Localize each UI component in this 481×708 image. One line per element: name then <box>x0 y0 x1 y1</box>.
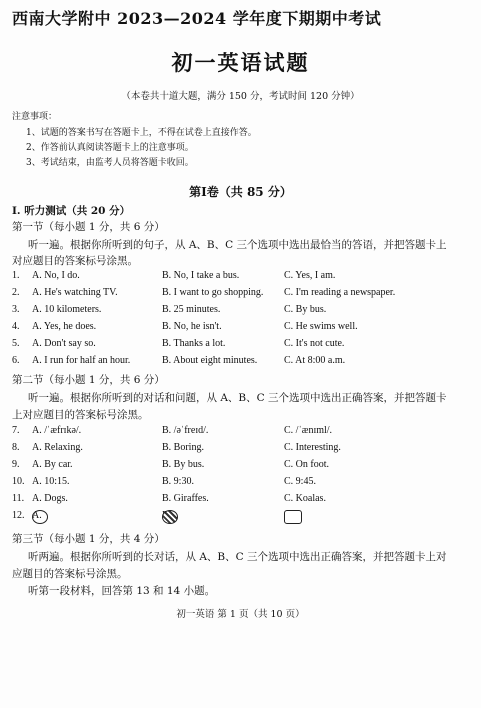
option-c: C. 9:45. <box>284 476 316 487</box>
sub2-instruction-cont: 上对应题目的答案标号涂黑。 <box>12 409 149 421</box>
picture-icon <box>32 510 48 524</box>
option-a: A. I run for half an hour. <box>32 355 131 366</box>
option-b: B. /əˈfreɪd/. <box>162 425 209 436</box>
option-a-label: A. <box>32 510 42 521</box>
option-c: C. /ˈænɪml/. <box>284 425 333 436</box>
question-row <box>12 270 472 286</box>
question-number: 2. <box>12 287 20 298</box>
option-c: C. By bus. <box>284 304 327 315</box>
notice-item: 2、作答前认真阅读答题卡上的注意事项。 <box>26 143 194 153</box>
option-b: B. By bus. <box>162 459 205 470</box>
option-a: A. Dogs. <box>32 493 68 504</box>
option-b: B. Thanks a lot. <box>162 338 226 349</box>
option-c: C. Interesting. <box>284 442 341 453</box>
option-c: C. At 8:00 a.m. <box>284 355 346 366</box>
option-b: B. I want to go shopping. <box>162 287 264 298</box>
option-c: C. I'm reading a newspaper. <box>284 287 396 298</box>
question-row <box>12 476 472 492</box>
sub2-title: 第二节（每小题 1 分，共 6 分） <box>12 374 165 386</box>
option-a: A. No, I do. <box>32 270 80 281</box>
question-row <box>12 425 472 441</box>
question-number: 8. <box>12 442 20 453</box>
option-b: B. About eight minutes. <box>162 355 258 366</box>
question-row <box>12 287 472 303</box>
sub2-instruction: 听一遍。根据你所听到的对话和问题，从 A、B、C 三个选项中选出正确答案，并把答题卡 <box>28 392 447 404</box>
notice-heading: 注意事项： <box>12 112 58 122</box>
sub1-title: 第一节（每小题 1 分，共 6 分） <box>12 221 165 233</box>
option-c: C. He swims well. <box>284 321 358 332</box>
question-row <box>12 459 472 475</box>
option-a: A. By car. <box>32 459 73 470</box>
question-number: 6. <box>12 355 20 366</box>
option-b: B. 9:30. <box>162 476 194 487</box>
option-b: B. 25 minutes. <box>162 304 221 315</box>
question-number: 11. <box>12 493 25 504</box>
question-row <box>12 442 472 458</box>
question-row <box>12 510 472 526</box>
option-c: C. Koalas. <box>284 493 326 504</box>
question-number: 7. <box>12 425 20 436</box>
question-number: 9. <box>12 459 20 470</box>
option-c: C. On foot. <box>284 459 329 470</box>
sub1-instruction-cont: 对应题目的答案标号涂黑。 <box>12 255 138 267</box>
option-a: A. /ˈæfrɪkə/. <box>32 425 82 436</box>
option-a: A. Yes, he does. <box>32 321 97 332</box>
picture-icon <box>162 510 178 524</box>
question-number: 5. <box>12 338 20 349</box>
notice-item: 1、试题的答案书写在答题卡上，不得在试卷上直接作答。 <box>26 128 257 138</box>
question-number: 1. <box>12 270 20 281</box>
question-row <box>12 493 472 509</box>
option-a: A. Relaxing. <box>32 442 83 453</box>
option-a: A. Don't say so. <box>32 338 96 349</box>
question-row <box>12 321 472 337</box>
part-heading: 第Ⅰ卷（共 85 分） <box>189 185 292 199</box>
option-b: B. No, he isn't. <box>162 321 222 332</box>
section-title: Ⅰ. 听力测试（共 20 分） <box>12 205 131 217</box>
option-a: A. 10 kilometers. <box>32 304 102 315</box>
option-c: C. It's not cute. <box>284 338 345 349</box>
sub3-instruction-cont: 应题目的答案标号涂黑。 <box>12 568 128 580</box>
question-number: 3. <box>12 304 20 315</box>
picture-icon <box>284 510 302 524</box>
option-a: A. He's watching TV. <box>32 287 118 298</box>
question-number: 10. <box>12 476 25 487</box>
sub1-instruction: 听一遍。根据你所听到的句子，从 A、B、C 三个选项中选出最恰当的答语，并把答题卡上 <box>28 239 447 251</box>
question-row <box>12 338 472 354</box>
exam-note: （本卷共十道大题，满分 150 分，考试时间 120 分钟） <box>121 91 360 102</box>
notice-item: 3、考试结束，由监考人员将答题卡收回。 <box>26 158 194 168</box>
question-row <box>12 355 472 371</box>
exam-title: 初一英语试题 <box>171 50 310 75</box>
option-c: C. Yes, I am. <box>284 270 336 281</box>
option-b: B. No, I take a bus. <box>162 270 240 281</box>
option-b: B. Boring. <box>162 442 204 453</box>
sub3-title: 第三节（每小题 1 分，共 4 分） <box>12 533 165 545</box>
option-a: A. 10:15. <box>32 476 70 487</box>
page-footer: 初一英语 第 1 页（共 10 页） <box>176 609 305 620</box>
sub3-material: 听第一段材料，回答第 13 和 14 小题。 <box>28 585 216 597</box>
option-b: B. Giraffes. <box>162 493 209 504</box>
question-row <box>12 304 472 320</box>
question-number: 4. <box>12 321 20 332</box>
sub3-instruction: 听两遍。根据你所听到的长对话，从 A、B、C 三个选项中选出正确答案，并把答题卡上对 <box>28 551 447 563</box>
question-number: 12. <box>12 510 25 521</box>
school-header: 西南大学附中 2023—2024 学年度下期期中考试 <box>12 9 382 28</box>
